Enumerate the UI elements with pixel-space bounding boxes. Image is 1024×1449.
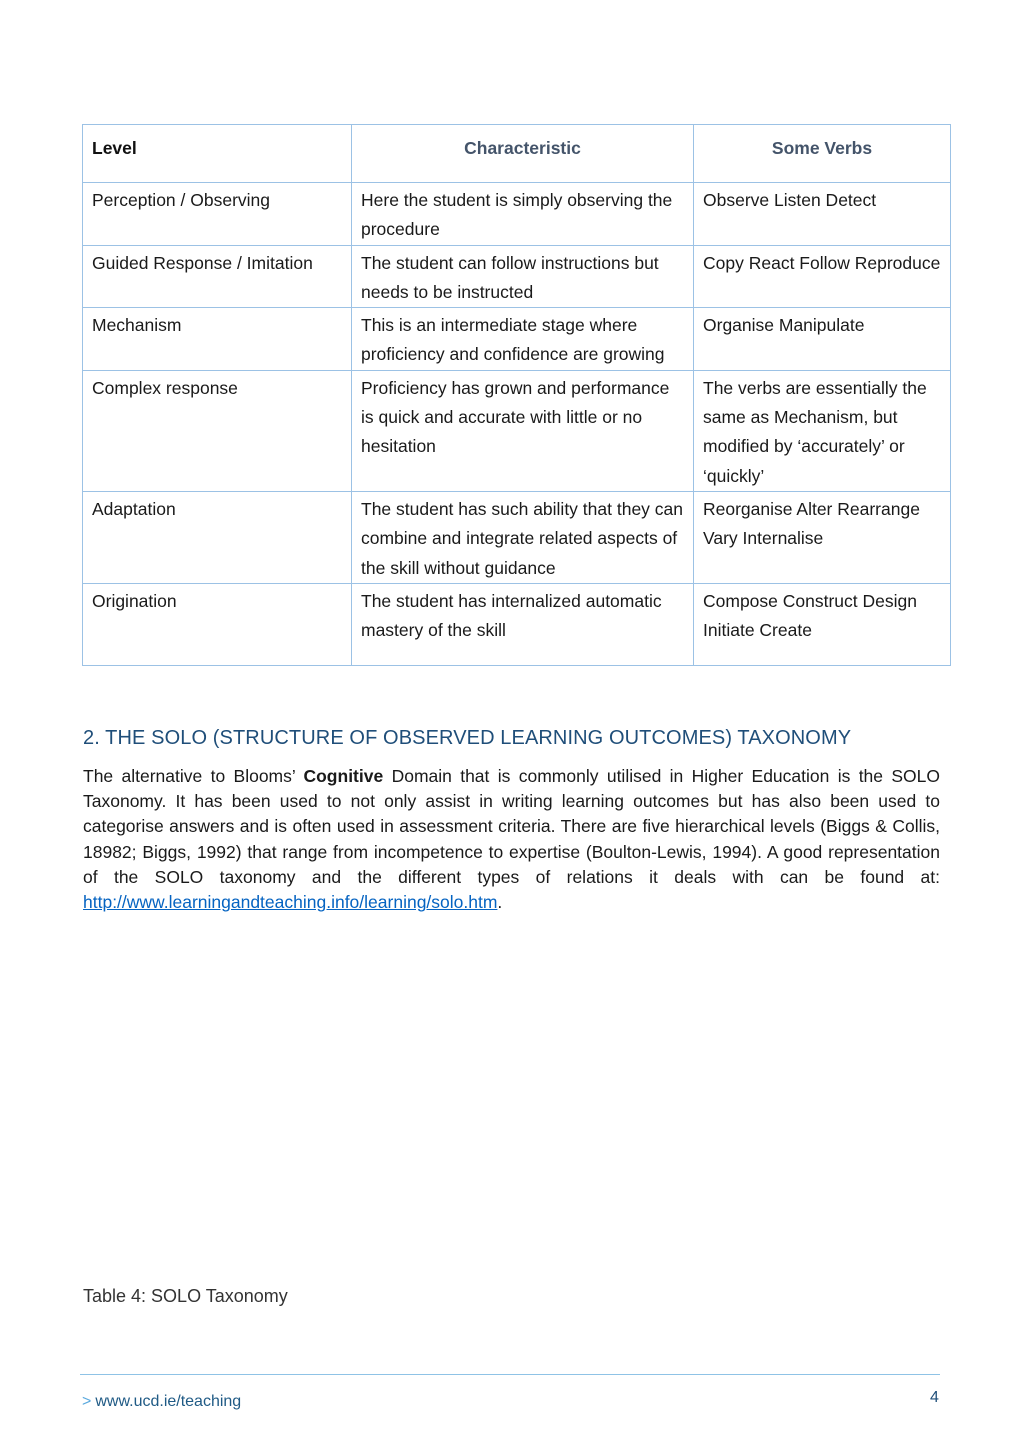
body-paragraph <box>83 764 940 915</box>
table-row <box>83 370 951 491</box>
paragraph-bold-term: Cognitive <box>303 766 384 786</box>
cell-characteristic: The student has such ability that they can combine and integrate related aspects of the skill without guidance <box>352 491 694 583</box>
cell-verbs: Observe Listen Detect <box>694 183 951 246</box>
footer-site-text: www.ucd.ie/teaching <box>95 1393 242 1410</box>
table-row <box>83 308 951 371</box>
cell-characteristic: This is an intermediate stage where proficiency and confidence are growing <box>352 308 694 371</box>
paragraph-text-end: . <box>497 892 503 913</box>
cell-verbs: Reorganise Alter Rearrange Vary Internalise <box>694 491 951 583</box>
section-heading: 2. THE SOLO (STRUCTURE OF OBSERVED LEARNING OUTCOMES) TAXONOMY <box>83 727 852 749</box>
cell-level: Mechanism <box>83 308 352 371</box>
table-row <box>83 245 951 308</box>
paragraph-text-start: The alternative to Blooms’ <box>83 766 304 786</box>
table-caption: Table 4: SOLO Taxonomy <box>83 1286 288 1306</box>
paragraph-text-middle: Domain that is commonly utilised in Higher Education is the SOLO Taxonomy. It has been used to not only assist in writing learning outcomes but has also been used to categorise answers and is often used in assessment criteria. There are five hierarchical levels (Biggs & Collis, 18982; Biggs, 1992) that range from incompetence to expertise (Boulton-Lewis, 1994). A good representation of the SOLO taxonomy and the different types of relations it deals with can be found at: <box>83 766 940 887</box>
cell-verbs: Organise Manipulate <box>694 308 951 371</box>
table-row <box>83 491 951 583</box>
table-header-row <box>83 125 951 183</box>
cell-level: Guided Response / Imitation <box>83 245 352 308</box>
page-number: 4 <box>930 1389 939 1406</box>
skills-level-table <box>82 124 951 666</box>
cell-level: Complex response <box>83 370 352 491</box>
cell-characteristic: The student can follow instructions but needs to be instructed <box>352 245 694 308</box>
cell-characteristic: Proficiency has grown and performance is quick and accurate with little or no hesitation <box>352 370 694 491</box>
header-characteristic: Characteristic <box>352 125 694 183</box>
footer-site-link[interactable] <box>82 1393 241 1411</box>
footer-divider <box>80 1374 940 1375</box>
chevron-right-icon: > <box>82 1393 92 1410</box>
cell-level: Perception / Observing <box>83 183 352 246</box>
table-row <box>83 183 951 246</box>
solo-link[interactable]: http://www.learningandteaching.info/learning/solo.htm <box>83 892 498 913</box>
cell-level: Adaptation <box>83 491 352 583</box>
cell-verbs: Copy React Follow Reproduce <box>694 245 951 308</box>
header-some-verbs: Some Verbs <box>694 125 951 183</box>
cell-verbs: Compose Construct Design Initiate Create <box>694 583 951 665</box>
cell-characteristic: The student has internalized automatic mastery of the skill <box>352 583 694 665</box>
cell-characteristic: Here the student is simply observing the procedure <box>352 183 694 246</box>
cell-verbs: The verbs are essentially the same as Mechanism, but modified by ‘accurately’ or ‘quickly’ <box>694 370 951 491</box>
cell-level: Origination <box>83 583 352 665</box>
header-level: Level <box>83 125 352 183</box>
table-row <box>83 583 951 665</box>
